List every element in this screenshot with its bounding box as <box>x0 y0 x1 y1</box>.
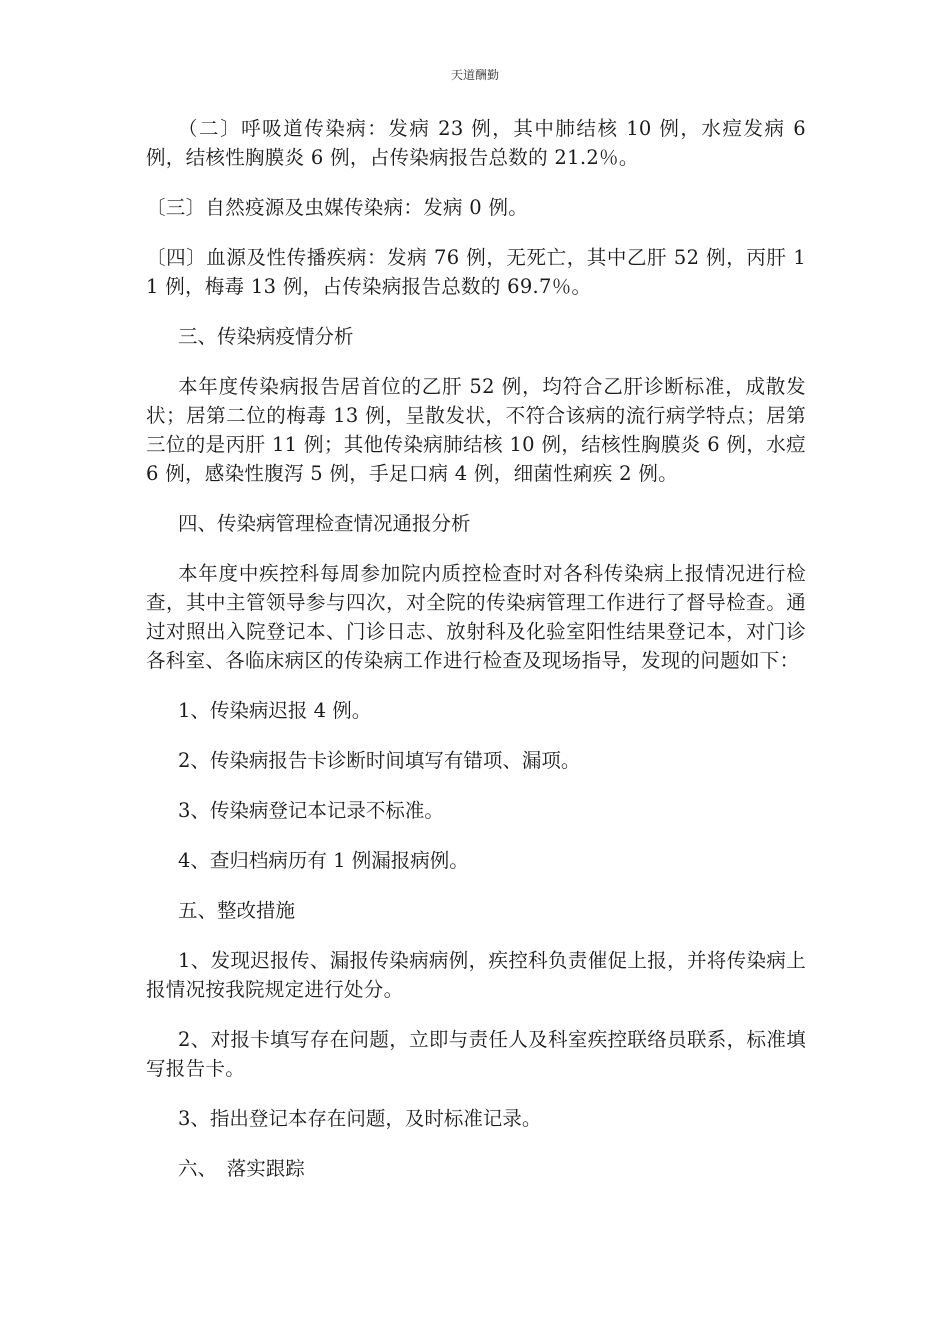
paragraph-analysis: 本年度传染病报告居首位的乙肝 52 例，均符合乙肝诊断标准，成散发状；居第二位的梅毒 13 例，呈散发状，不符合该病的流行病学特点；居第三位的是丙肝 11 例；其他传染病肺结核 10 例，结核性胸膜炎 6 例，水痘 6 例，感染性腹泻 5 例，手足口病 4 例，细菌性痢疾 2 例。 <box>146 375 806 485</box>
list-item-problem-3: 3、传染病登记本记录不标准。 <box>178 799 444 822</box>
document-body <box>146 114 806 1204</box>
paragraph-blood-borne: 〔四〕血源及性传播疾病：发病 76 例，无死亡，其中乙肝 52 例，丙肝 11 例，梅毒 13 例，占传染病报告总数的 69.7％。 <box>146 246 806 298</box>
section-heading-inspection: 四、传染病管理检查情况通报分析 <box>178 512 471 535</box>
section-heading-followup: 六、 落实跟踪 <box>178 1157 305 1180</box>
list-item-measure-2: 2、对报卡填写存在问题，立即与责任人及科室疾控联络员联系，标准填写报告卡。 <box>146 1028 806 1080</box>
section-heading-rectification: 五、整改措施 <box>178 899 296 922</box>
list-item-measure-1: 1、发现迟报传、漏报传染病病例，疾控科负责催促上报，并将传染病上报情况按我院规定进行处分。 <box>146 949 806 1001</box>
list-item-measure-3: 3、指出登记本存在问题，及时标准记录。 <box>178 1107 542 1130</box>
list-item-problem-4: 4、查归档病历有 1 例漏报病例。 <box>178 849 469 872</box>
paragraph-natural-focus: 〔三〕自然疫源及虫媒传染病：发病 0 例。 <box>146 196 529 219</box>
page-header: 天道酬勤 <box>450 68 499 82</box>
paragraph-respiratory: （二〕呼吸道传染病：发病 23 例，其中肺结核 10 例，水痘发病 6 例，结核性胸膜炎 6 例，占传染病报告总数的 21.2％。 <box>146 117 806 169</box>
list-item-problem-1: 1、传染病迟报 4 例。 <box>178 699 372 722</box>
list-item-problem-2: 2、传染病报告卡诊断时间填写有错项、漏项。 <box>178 749 581 772</box>
paragraph-inspection: 本年度中疾控科每周参加院内质控检查时对各科传染病上报情况进行检查，其中主管领导参与四次，对全院的传染病管理工作进行了督导检查。通过对照出入院登记本、门诊日志、放射科及化验室阳性结果登记本，对门诊各科室、各临床病区的传染病工作进行检查及现场指导，发现的问题如下： <box>146 562 806 672</box>
section-heading-analysis: 三、传染病疫情分析 <box>178 325 354 348</box>
